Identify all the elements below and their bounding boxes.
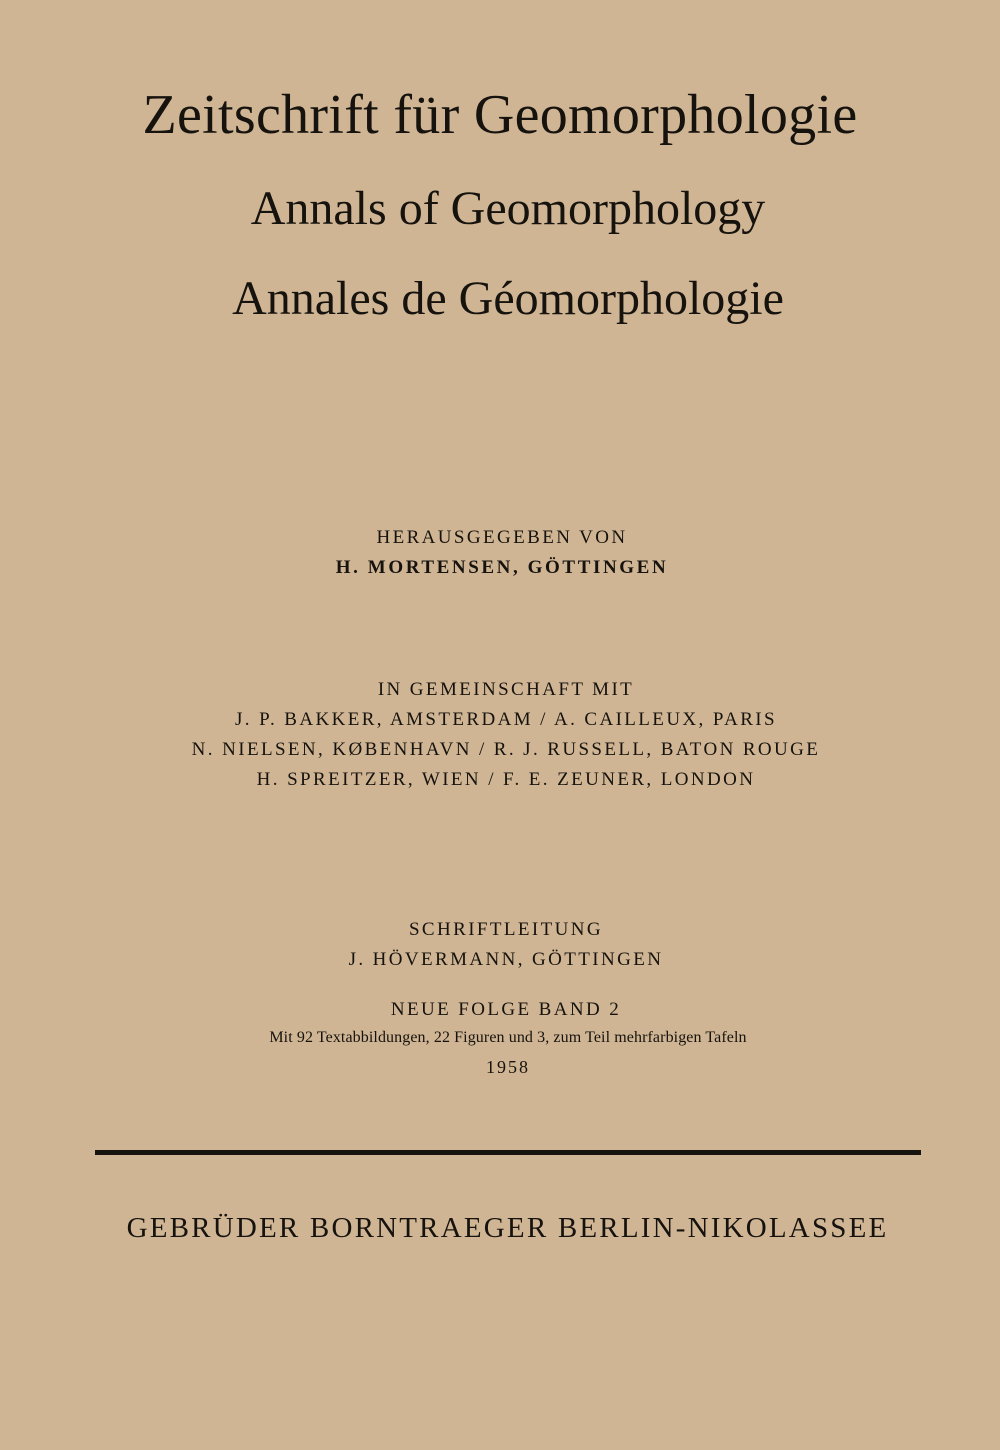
editorial-label: SCHRIFTLEITUNG bbox=[408, 919, 604, 940]
journal-title-german: Zeitschrift für Geomorphologie bbox=[142, 84, 858, 146]
divider-rule bbox=[95, 1150, 921, 1155]
volume-label: NEUE FOLGE BAND 2 bbox=[390, 999, 622, 1020]
collaborator-line: N. NIELSEN, KØBENHAVN / R. J. RUSSELL, BATON ROUGE bbox=[191, 739, 821, 760]
collaborator-line: H. SPREITZER, WIEN / F. E. ZEUNER, LONDON bbox=[256, 769, 756, 790]
editorial-name: J. HÖVERMANN, GÖTTINGEN bbox=[348, 949, 664, 970]
publisher-imprint: GEBRÜDER BORNTRAEGER BERLIN-NIKOLASSEE bbox=[126, 1212, 889, 1244]
collaborators-label: IN GEMEINSCHAFT MIT bbox=[377, 679, 635, 700]
publication-year: 1958 bbox=[486, 1057, 530, 1077]
collaborator-line: J. P. BAKKER, AMSTERDAM / A. CAILLEUX, PARIS bbox=[235, 709, 777, 730]
journal-title-english: Annals of Geomorphology bbox=[250, 182, 766, 235]
editor-label: HERAUSGEGEBEN VON bbox=[376, 527, 628, 548]
journal-title-french: Annales de Géomorphologie bbox=[232, 272, 784, 325]
volume-description: Mit 92 Textabbildungen, 22 Figuren und 3, zum Teil mehrfarbigen Tafeln bbox=[269, 1029, 747, 1046]
editor-name: H. MORTENSEN, GÖTTINGEN bbox=[335, 557, 669, 578]
